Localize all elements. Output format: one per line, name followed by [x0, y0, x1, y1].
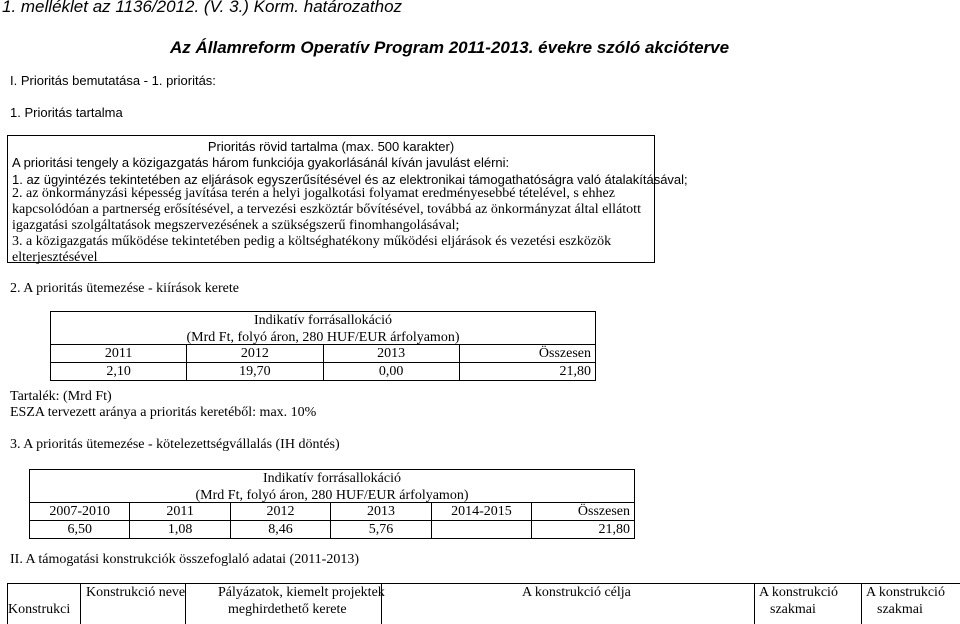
summary-line: igazgatási szolgáltatások megszervezésének a szükségszerű finomhangolásával;: [12, 218, 460, 233]
table-cell: 2,10: [51, 363, 187, 381]
table-row: [30, 521, 635, 539]
priority-summary-box: [7, 135, 688, 265]
table-header-cell: 2011: [130, 503, 230, 521]
summary-heading: Prioritás rövid tartalma (max. 500 karakter): [207, 139, 455, 154]
table-cell: [431, 521, 531, 539]
table-cell: 0,00: [323, 363, 459, 381]
calls-alloc-subtitle: (Mrd Ft, folyó áron, 280 HUF/EUR árfolyamon): [186, 330, 460, 345]
construction-prof-header-line1: A konstrukció: [759, 585, 838, 600]
schedule-calls-heading: 2. A prioritás ütemezése - kiírások kerete: [10, 281, 239, 296]
table-cell: 21,80: [459, 363, 595, 381]
table-header-cell: Összesen: [459, 345, 595, 363]
summary-line: elterjesztésével: [12, 250, 98, 265]
table-header-cell: 2011: [51, 345, 187, 363]
summary-line: 3. a közigazgatás működése tekintetében pedig a költséghatékony működési eljárások és vezetési eszközök: [12, 234, 612, 249]
table-header-cell: 2007-2010: [30, 503, 130, 521]
priority-content-heading: 1. Prioritás tartalma: [10, 105, 123, 120]
table-header-cell: 2013: [331, 503, 431, 521]
table-cell: 6,50: [30, 521, 130, 539]
table-header-cell: 2014-2015: [431, 503, 531, 521]
calls-alloc-title: Indikatív forrásallokáció: [253, 313, 392, 328]
summary-line: A prioritási tengely a közigazgatás három funkciója gyakorlásánál kíván javulást elérni:: [12, 155, 510, 170]
column-divider: [861, 584, 862, 624]
constructions-heading: II. A támogatási konstrukciók összefoglaló adatai (2011-2013): [10, 552, 360, 567]
commit-alloc-title: Indikatív forrásallokáció: [262, 471, 401, 486]
commit-alloc-header: [29, 469, 635, 502]
summary-line: 2. az önkormányzási képesség javítása terén a helyi jogalkotási folyamat eredményesebbé tételével, s ehhez: [12, 186, 615, 201]
priority-intro-heading: I. Prioritás bemutatása - 1. prioritás:: [10, 73, 216, 88]
construction-goal-header: A konstrukció célja: [522, 585, 631, 600]
column-divider: [754, 584, 755, 624]
esza-label: ESZA tervezett aránya a prioritás keretéből: max. 10%: [10, 405, 317, 420]
annex-title: 1. melléklet az 1136/2012. (V. 3.) Korm. határozathoz: [2, 0, 403, 16]
calls-frame-header-line1: Pályázatok, kiemelt projektek: [218, 585, 385, 600]
table-header-cell: 2013: [323, 345, 459, 363]
calls-alloc-header: [50, 311, 596, 344]
construction-prof2-header-line2: szakmai: [877, 602, 923, 617]
table-row: [51, 363, 596, 381]
table-header-cell: Összesen: [532, 503, 635, 521]
table-cell: 1,08: [130, 521, 230, 539]
table-header-cell: 2012: [187, 345, 323, 363]
commit-alloc-table: [29, 502, 635, 539]
commit-alloc-subtitle: (Mrd Ft, folyó áron, 280 HUF/EUR árfolyamon): [195, 488, 469, 503]
reserve-label: Tartalék: (Mrd Ft): [10, 389, 112, 404]
table-cell: 8,46: [230, 521, 330, 539]
table-row: [51, 345, 596, 363]
calls-frame-header-line2: meghirdethető kerete: [228, 602, 347, 617]
construction-prof2-header-line1: A konstrukció: [866, 585, 945, 600]
table-header-cell: 2012: [230, 503, 330, 521]
construction-id-header: Konstrukci: [8, 602, 71, 617]
column-divider: [80, 584, 81, 624]
table-cell: 21,80: [532, 521, 635, 539]
table-cell: 5,76: [331, 521, 431, 539]
schedule-commit-heading: 3. A prioritás ütemezése - kötelezettségvállalás (IH döntés): [10, 437, 340, 452]
column-divider: [381, 584, 382, 624]
construction-name-header: Konstrukció neve: [86, 585, 186, 600]
construction-prof-header-line2: szakmai: [770, 602, 816, 617]
summary-line: kapcsolódóan a partnerség erősítésével, a tervezési eszköztár bővítésével, továbbá az önkormányzat által ellátott: [12, 202, 641, 217]
calls-alloc-table: [50, 344, 596, 381]
program-title: Az Államreform Operatív Program 2011-2013. évekre szóló akcióterve: [170, 38, 730, 57]
table-row: [30, 503, 635, 521]
column-divider: [185, 584, 186, 624]
summary-line: 1. az ügyintézés tekintetében az eljárások egyszerűsítésével és az elektronikai támogathatóságra való átalakításával;: [12, 172, 688, 187]
table-cell: 19,70: [187, 363, 323, 381]
